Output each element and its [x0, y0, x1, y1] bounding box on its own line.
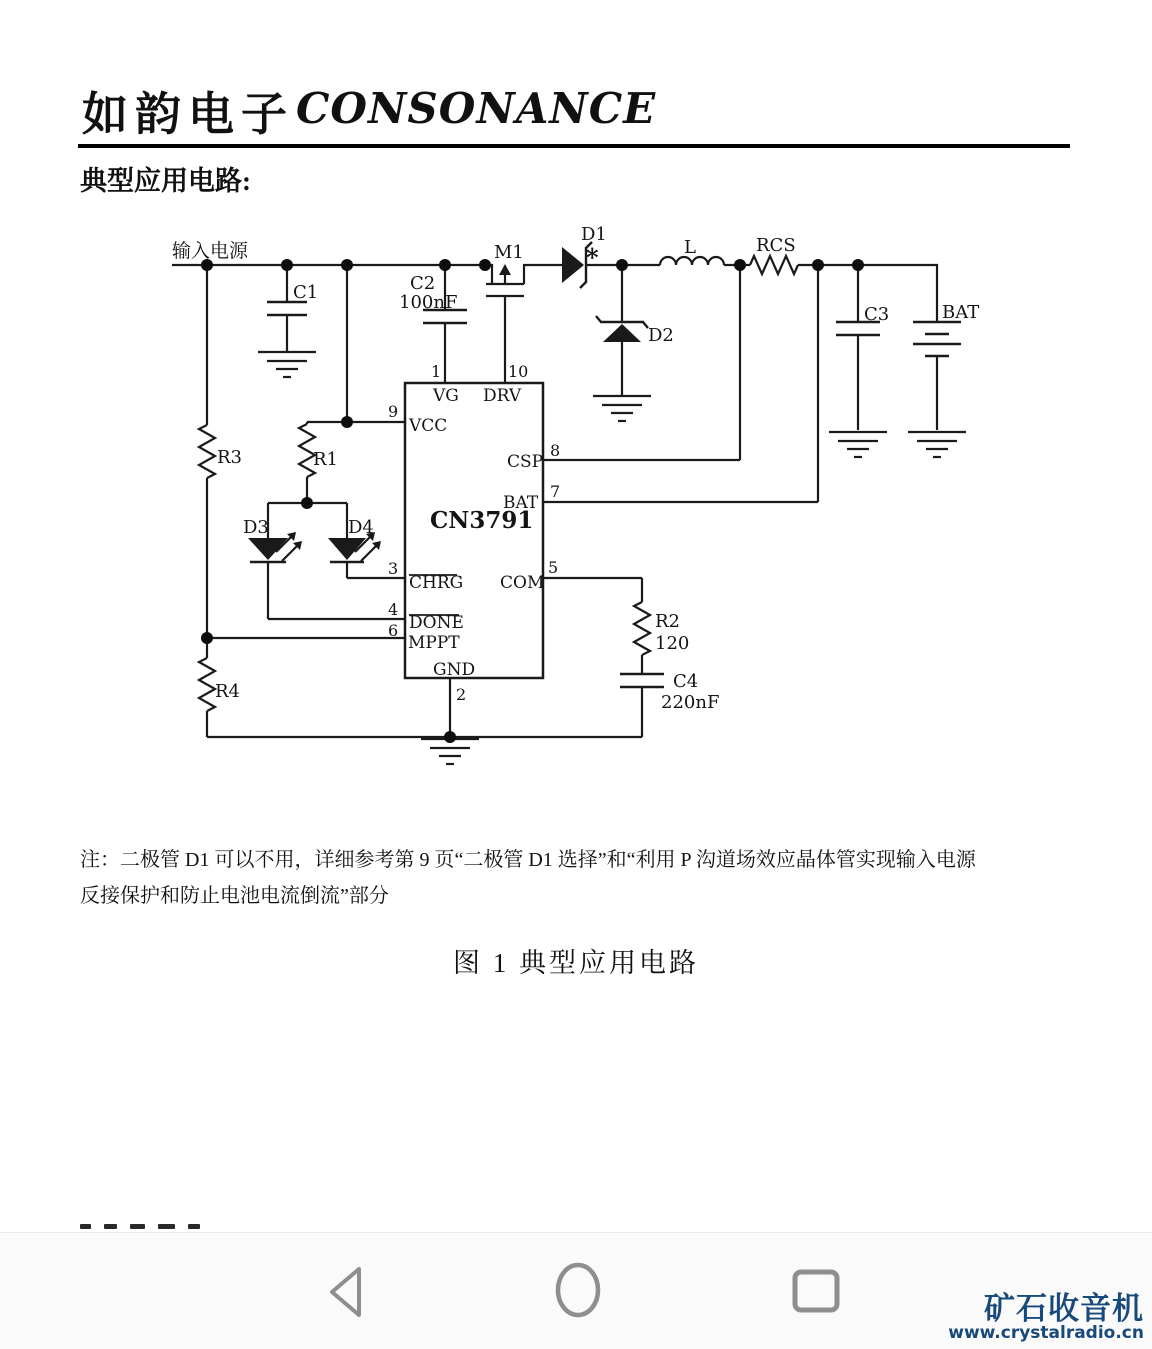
- recents-icon[interactable]: [792, 1269, 840, 1313]
- ground-bat: [908, 432, 966, 457]
- glyph-fragment: [80, 1224, 91, 1229]
- label-c2-value: 100nF: [399, 292, 458, 313]
- mosfet-m1: [485, 264, 562, 296]
- watermark: [948, 1290, 1144, 1344]
- android-navigation-bar: [0, 1232, 1152, 1349]
- label-rcs: RCS: [756, 235, 796, 256]
- glyph-fragment: [104, 1224, 117, 1229]
- ic-name: CN3791: [430, 507, 534, 534]
- section-title: 典型应用电路:: [80, 166, 251, 196]
- brand-english: CONSONANCE: [296, 84, 657, 133]
- label-c3: C3: [864, 304, 890, 325]
- resistor-rcs: [750, 256, 798, 274]
- label-bat: BAT: [942, 302, 980, 323]
- pin-num-bat: 7: [550, 482, 561, 501]
- pin-name-drv: DRV: [483, 386, 522, 406]
- home-icon[interactable]: [554, 1261, 602, 1319]
- resistor-r2: [634, 602, 650, 655]
- pin-name-bat: BAT: [503, 493, 539, 513]
- glyph-fragment: [188, 1224, 200, 1229]
- resistor-r3: [199, 425, 215, 478]
- label-l: L: [684, 237, 696, 258]
- label-r4: R4: [215, 681, 241, 702]
- label-c4-value: 220nF: [661, 692, 720, 713]
- label-c4: C4: [673, 671, 699, 692]
- label-d3: D3: [243, 517, 269, 538]
- glyph-fragment: [158, 1224, 175, 1229]
- label-r2-value: 120: [655, 633, 690, 654]
- label-c2: C2: [410, 273, 436, 294]
- note-line-1: 注：二极管 D1 可以不用，详细参考第 9 页“二极管 D1 选择”和“利用 P 沟道场效应晶体管实现输入电源: [80, 849, 976, 871]
- figure-caption: 图 1 典型应用电路: [453, 948, 699, 978]
- label-d1: D1: [581, 224, 607, 245]
- pin-name-gnd: GND: [433, 660, 476, 680]
- pin-num-gnd: 2: [456, 685, 467, 704]
- pin-name-mppt: MPPT: [408, 633, 460, 653]
- ground-c3: [829, 432, 887, 457]
- circuit-wires: [172, 265, 937, 737]
- label-c1: C1: [293, 282, 319, 303]
- pin-num-csp: 8: [550, 441, 561, 460]
- brand-chinese: 如韵电子: [82, 87, 294, 141]
- pin-num-drv: 10: [508, 362, 529, 381]
- resistor-r4: [199, 658, 215, 711]
- clipped-heading-fragments: [80, 1224, 200, 1232]
- ground-d2: [593, 396, 651, 421]
- pin-name-csp: CSP: [507, 452, 544, 472]
- label-r1: R1: [313, 449, 339, 470]
- d1-optional-asterisk: *: [586, 243, 599, 272]
- pin-name-done: DONE: [409, 613, 464, 633]
- label-d4: D4: [348, 517, 374, 538]
- pin-num-mppt: 6: [388, 621, 399, 640]
- ground-c1: [258, 352, 316, 377]
- watermark-title: 矿石收音机: [984, 1290, 1144, 1327]
- pin-name-vcc: VCC: [409, 416, 448, 436]
- label-d2: D2: [648, 325, 674, 346]
- watermark-url: www.crystalradio.cn: [948, 1323, 1144, 1344]
- capacitor-c4: [620, 674, 664, 687]
- note-line-2: 反接保护和防止电池电流倒流”部分: [80, 885, 389, 907]
- glyph-fragment: [130, 1224, 145, 1229]
- pin-name-vg: VG: [433, 386, 459, 406]
- inductor-l: [660, 257, 724, 265]
- pin-num-vcc: 9: [388, 402, 399, 421]
- back-icon[interactable]: [326, 1265, 366, 1319]
- battery-bat: [913, 322, 961, 356]
- label-r2: R2: [655, 611, 681, 632]
- input-power-label: 输入电源: [172, 240, 249, 262]
- capacitor-c1: [267, 302, 307, 315]
- label-r3: R3: [217, 447, 243, 468]
- pin-name-chrg: CHRG: [409, 573, 464, 593]
- pin-num-vg: 1: [431, 362, 442, 381]
- label-m1: M1: [494, 242, 524, 263]
- pin-name-com: COM: [500, 573, 545, 593]
- pin-num-chrg: 3: [388, 559, 399, 578]
- pin-num-done: 4: [388, 600, 399, 619]
- pin-num-com: 5: [548, 558, 559, 577]
